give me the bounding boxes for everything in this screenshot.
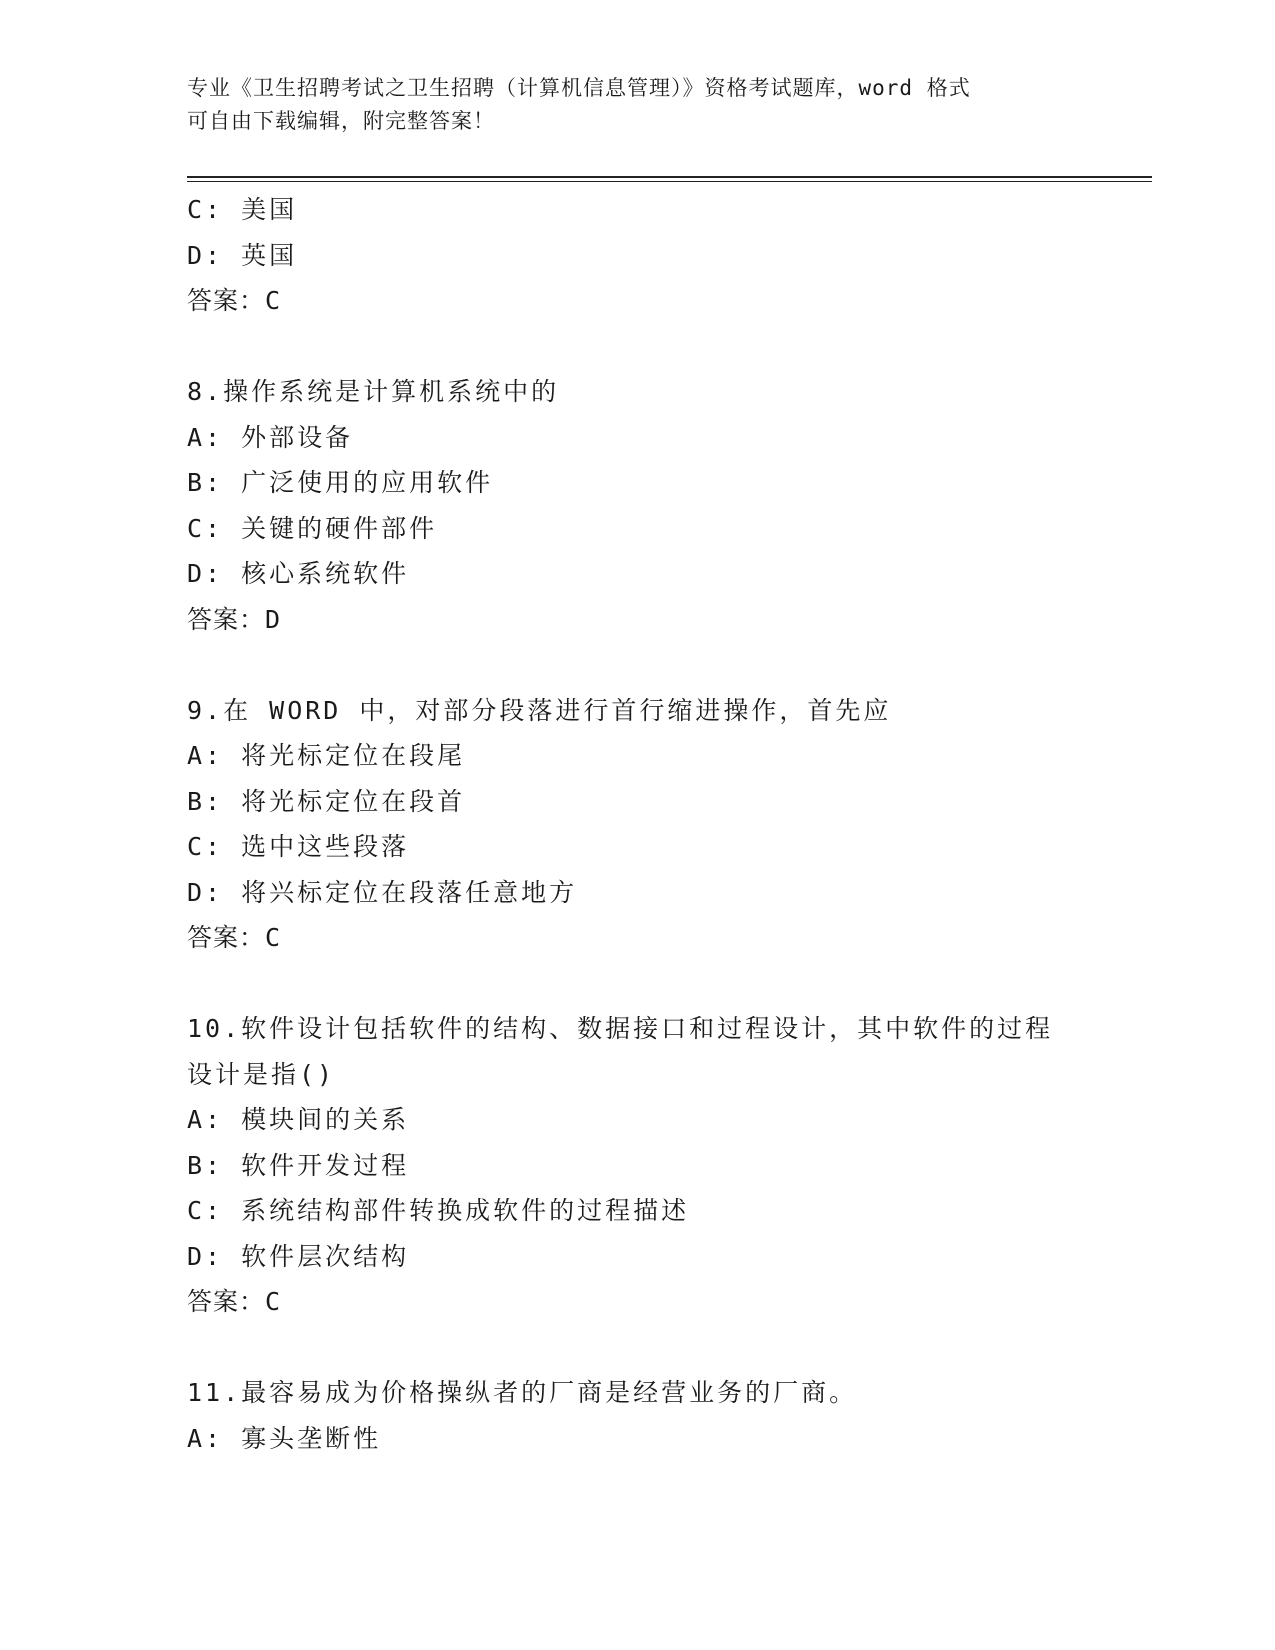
option-a: A: 寡头垄断性 (187, 1423, 382, 1453)
option-c: C: 选中这些段落 (187, 832, 410, 861)
header-rule-thick (187, 176, 1152, 178)
option-b: B: 软件开发过程 (187, 1150, 410, 1180)
question-list (187, 187, 1107, 1461)
option-d: D: 将兴标定位在段落任意地方 (187, 877, 578, 907)
answer: 答案：C (187, 1287, 282, 1316)
header-line-2: 可自由下载编辑，附完整答案！ (187, 109, 495, 133)
option-c: C: 美国 (187, 195, 298, 224)
spacer (187, 642, 1107, 688)
answer: 答案：D (187, 604, 282, 634)
document-header (187, 72, 1067, 138)
option-a: A: 外部设备 (187, 422, 354, 452)
option-b: B: 广泛使用的应用软件 (187, 468, 494, 497)
option-d: D: 核心系统软件 (187, 559, 410, 588)
option-d: D: 软件层次结构 (187, 1241, 410, 1271)
option-a: A: 模块间的关系 (187, 1105, 410, 1134)
question-8-stem: 8.操作系统是计算机系统中的 (187, 377, 560, 406)
spacer (187, 961, 1107, 1007)
option-c: C: 系统结构部件转换成软件的过程描述 (187, 1196, 690, 1225)
question-11-stem: 11.最容易成为价格操纵者的厂商是经营业务的厂商。 (187, 1378, 858, 1407)
question-9-stem: 9.在 WORD 中，对部分段落进行首行缩进操作，首先应 (187, 695, 892, 725)
question-10-stem-cont: 设计是指() (187, 1059, 336, 1089)
option-d: D: 英国 (187, 240, 298, 270)
option-b: B: 将光标定位在段首 (187, 786, 466, 816)
answer: 答案：C (187, 286, 282, 315)
option-c: C: 关键的硬件部件 (187, 513, 438, 543)
question-10-stem: 10.软件设计包括软件的结构、数据接口和过程设计，其中软件的过程 (187, 1014, 1054, 1043)
spacer (187, 1325, 1107, 1371)
header-line-1: 专业《卫生招聘考试之卫生招聘（计算机信息管理）》资格考试题库，word 格式 (187, 76, 971, 100)
answer: 答案：C (187, 923, 282, 952)
header-rule-thin (187, 181, 1152, 182)
option-a: A: 将光标定位在段尾 (187, 741, 466, 770)
spacer (187, 324, 1107, 370)
